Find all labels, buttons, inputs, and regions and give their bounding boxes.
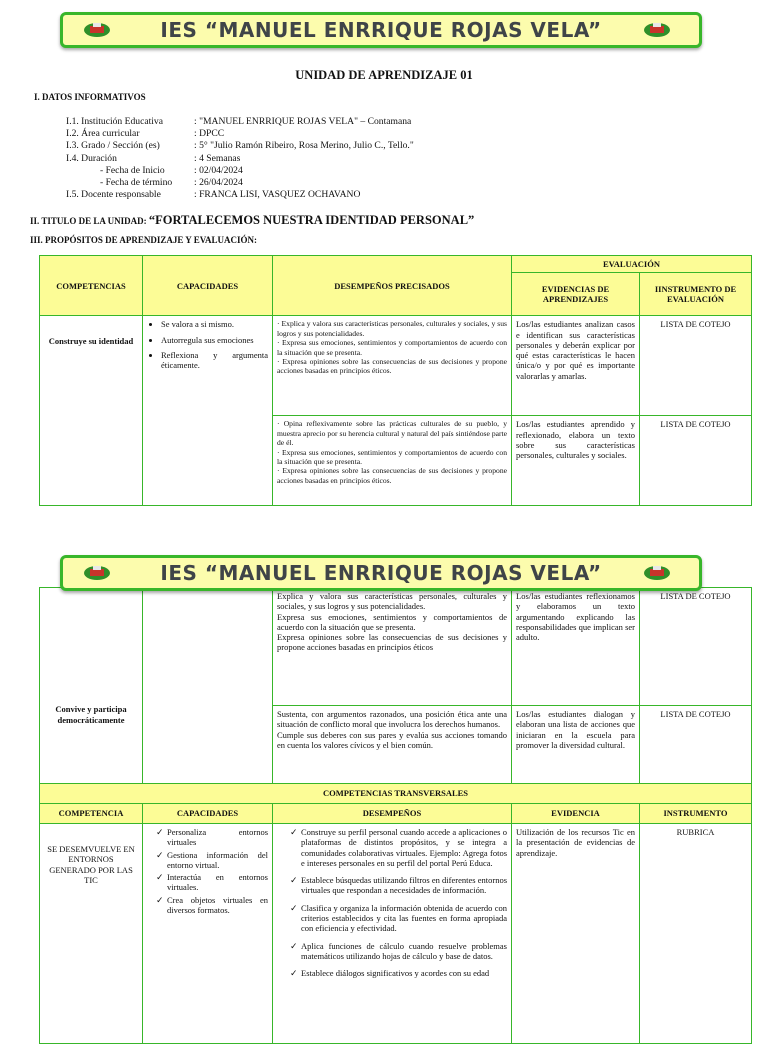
tic-capacidades-list	[155, 827, 268, 915]
list-item: ✓ Establece diálogos significativos y acordes con su edad	[301, 968, 507, 978]
info-value: : 4 Semanas	[194, 152, 241, 164]
info-row	[66, 116, 414, 128]
info-value: : DPCC	[194, 128, 225, 140]
header-evidencias: EVIDENCIAS DE APRENDIZAJES	[512, 273, 640, 316]
unit-title: “FORTALECEMOS NUESTRA IDENTIDAD PERSONAL”	[148, 213, 475, 227]
info-key: I.4. Duración	[66, 152, 117, 164]
info-key: - Fecha de término	[100, 177, 173, 189]
header-capacidades: CAPACIDADES	[143, 804, 273, 824]
school-title: IES “MANUEL ENRRIQUE ROJAS VELA”	[160, 18, 602, 42]
tic-capacidades-cell	[143, 824, 273, 1044]
desempeno-cell	[273, 316, 512, 416]
school-banner	[60, 12, 702, 48]
section-2-heading	[30, 213, 474, 228]
desempeno-line: Expresa sus emociones, sentimientos y comportamientos de acuerdo con la situación que se presenta.	[277, 611, 507, 632]
tic-competencia-cell: SE DESEMVUELVE EN ENTORNOS GENERADO POR LAS TIC	[40, 824, 143, 1044]
info-value: : 5° "Julio Ramón Ribeiro, Rosa Merino, Julio C., Tello."	[194, 140, 414, 152]
info-row	[66, 189, 414, 201]
section-1-heading: I. DATOS INFORMATIVOS	[34, 92, 146, 102]
tic-instrumento-cell: RUBRICA	[640, 824, 752, 1044]
list-item: ✓ Clasifica y organiza la información obtenida de acuerdo con criterios establecidos y cita las fuentes en forma apropiada con eficiencia y efectividad.	[301, 903, 507, 934]
school-emblem-icon	[83, 20, 111, 38]
info-key: I.3. Grado / Sección (es)	[66, 140, 160, 152]
desempeno-cell	[273, 416, 512, 506]
desempeno-line: · Opina reflexivamente sobre las prácticas culturales de su pueblo, y muestra aprecio por su herencia cultural y natural del país sintiéndose parte de él.	[277, 419, 507, 448]
school-banner	[60, 555, 702, 591]
info-row	[66, 128, 414, 140]
info-value: : 02/04/2024	[194, 164, 243, 176]
desempeno-line: Cumple sus deberes con sus pares y evalúa sus acciones tomando en cuenta los valores cívicos y el bien común.	[277, 729, 507, 750]
tic-desempenos-list	[289, 827, 507, 979]
info-key: I.1. Institución Educativa	[66, 116, 163, 127]
competencia-cell: Construye su identidad	[40, 316, 143, 506]
instrumento-cell: LISTA DE COTEJO	[640, 416, 752, 506]
instrumento-cell: LISTA DE COTEJO	[640, 316, 752, 416]
instrumento-cell: LISTA DE COTEJO	[640, 588, 752, 706]
desempeno-line: Explica y valora sus características personales, culturales y sociales, y sus logros y sus potencialidades.	[277, 591, 507, 612]
info-key: - Fecha de Inicio	[100, 164, 165, 176]
header-evaluacion: EVALUACIÓN	[512, 256, 752, 273]
info-list	[66, 116, 414, 201]
competencia-cell	[40, 588, 143, 784]
list-item: ✓ Aplica funciones de cálculo cuando resuelve problemas matemáticos utilizando hojas de cálculo y base de datos.	[301, 941, 507, 962]
evidencia-cell: Los/las estudiantes dialogan y elaboran una lista de acciones que iniciaran en la escuela para promover la diversidad cultural.	[512, 706, 640, 784]
capacidades-list	[147, 319, 268, 370]
header-instrumento: INSTRUMENTO	[640, 804, 752, 824]
section-3-heading: III. PROPÓSITOS DE APRENDIZAJE Y EVALUACIÓN:	[30, 235, 258, 245]
tic-evidencia-cell: Utilización de los recursos Tic en la presentación de evidencias de aprendizaje.	[512, 824, 640, 1044]
header-instrumento: IINSTRUMENTO DE EVALUACIÓN	[640, 273, 752, 316]
continuation-table	[39, 587, 752, 1044]
capacidades-cell-empty	[143, 588, 273, 784]
header-competencia: COMPETENCIA	[40, 804, 143, 824]
list-item: ✓ Establece búsquedas utilizando filtros en diferentes entornos virtuales que respondan a necesidades de información.	[301, 875, 507, 896]
instrumento-cell: LISTA DE COTEJO	[640, 706, 752, 784]
info-value: : "MANUEL ENRRIQUE ROJAS VELA" – Contamana	[194, 116, 412, 127]
desempeno-line: Sustenta, con argumentos razonados, una posición ética ante una situación de conflicto moral que involucra los derechos humanos.	[277, 709, 507, 730]
capacidades-cell	[143, 316, 273, 506]
info-row	[66, 177, 414, 189]
header-capacidades: CAPACIDADES	[143, 256, 273, 316]
list-item: ✓ Construye su perfil personal cuando accede a aplicaciones o plataformas de distintos propósitos, y se integra a comunidades colaborativas virtuales. Ejemplo: Agrega fotos e intereses personales en su perfil del portal Perú Educa.	[301, 827, 507, 868]
info-row	[66, 153, 414, 165]
evidencia-cell: Los/las estudiantes reflexionamos y elaboramos un texto argumentando explicando las responsabilidades que implican ser adulto.	[512, 588, 640, 706]
info-value: : 26/04/2024	[194, 177, 243, 189]
evidencia-cell: Los/las estudiantes analizan casos e identifican sus características personales y deberán explicar por qué estas características le hacen única/o y por qué es importante valorarlas y amarlas.	[512, 316, 640, 416]
desempeno-cell	[273, 588, 512, 706]
header-desempenos: DESEMPEÑOS	[273, 804, 512, 824]
school-emblem-icon	[83, 563, 111, 581]
evidencia-cell: Los/las estudiantes aprendido y reflexionado, elabora un texto sobre sus características personales, culturales y sociales.	[512, 416, 640, 506]
list-item: ✓ Personaliza entornos virtuales	[167, 827, 268, 848]
transversal-title: COMPETENCIAS TRANSVERSALES	[40, 784, 752, 804]
desempeno-line: · Expresa sus emociones, sentimientos y comportamientos de acuerdo con la situación que se presenta.	[277, 447, 507, 466]
header-competencias: COMPETENCIAS	[40, 256, 143, 316]
document-title: UNIDAD DE APRENDIZAJE 01	[295, 68, 473, 82]
info-row	[66, 140, 414, 152]
desempeno-cell	[273, 706, 512, 784]
desempeno-line: · Expresa opiniones sobre las consecuencias de sus decisiones y propone acciones basadas en principios éticos.	[277, 356, 507, 376]
competencia-label: Convive y participa democráticamente	[55, 704, 127, 725]
tic-desempenos-cell	[273, 824, 512, 1044]
desempeno-line: · Explica y valora sus características personales, culturales y sociales, y sus logros y sus potencialidades.	[277, 319, 507, 338]
desempeno-line: · Expresa sus emociones, sentimientos y comportamientos de acuerdo con la situación que se presenta.	[277, 338, 507, 357]
list-item: • Se valora a si mismo.	[161, 319, 268, 329]
info-key: I.2. Área curricular	[66, 128, 140, 140]
school-emblem-icon	[643, 563, 671, 581]
info-row	[66, 165, 414, 177]
section-2-label: II. TITULO DE LA UNIDAD:	[30, 216, 147, 226]
list-item: ✓ Crea objetos virtuales en diversos formatos.	[167, 895, 268, 916]
purposes-table	[39, 255, 752, 506]
list-item: ✓ Gestiona información del entorno virtual.	[167, 850, 268, 871]
info-value: : FRANCA LISI, VASQUEZ OCHAVANO	[194, 189, 361, 201]
header-desempenos: DESEMPEÑOS PRECISADOS	[273, 256, 512, 316]
desempeno-line: Expresa opiniones sobre las consecuencias de sus decisiones y propone acciones basadas en principios éticos	[277, 632, 507, 653]
school-title: IES “MANUEL ENRRIQUE ROJAS VELA”	[160, 561, 602, 585]
list-item: • Reflexiona y argumenta éticamente.	[161, 350, 268, 371]
desempeno-line: · Expresa opiniones sobre las consecuencias de sus decisiones y propone acciones basadas en principios éticos.	[277, 466, 507, 485]
school-emblem-icon	[643, 20, 671, 38]
list-item: • Autorregula sus emociones	[161, 335, 268, 345]
list-item: ✓ Interactúa en entornos virtuales.	[167, 872, 268, 893]
info-key: I.5. Docente responsable	[66, 189, 161, 201]
header-evidencia: EVIDENCIA	[512, 804, 640, 824]
